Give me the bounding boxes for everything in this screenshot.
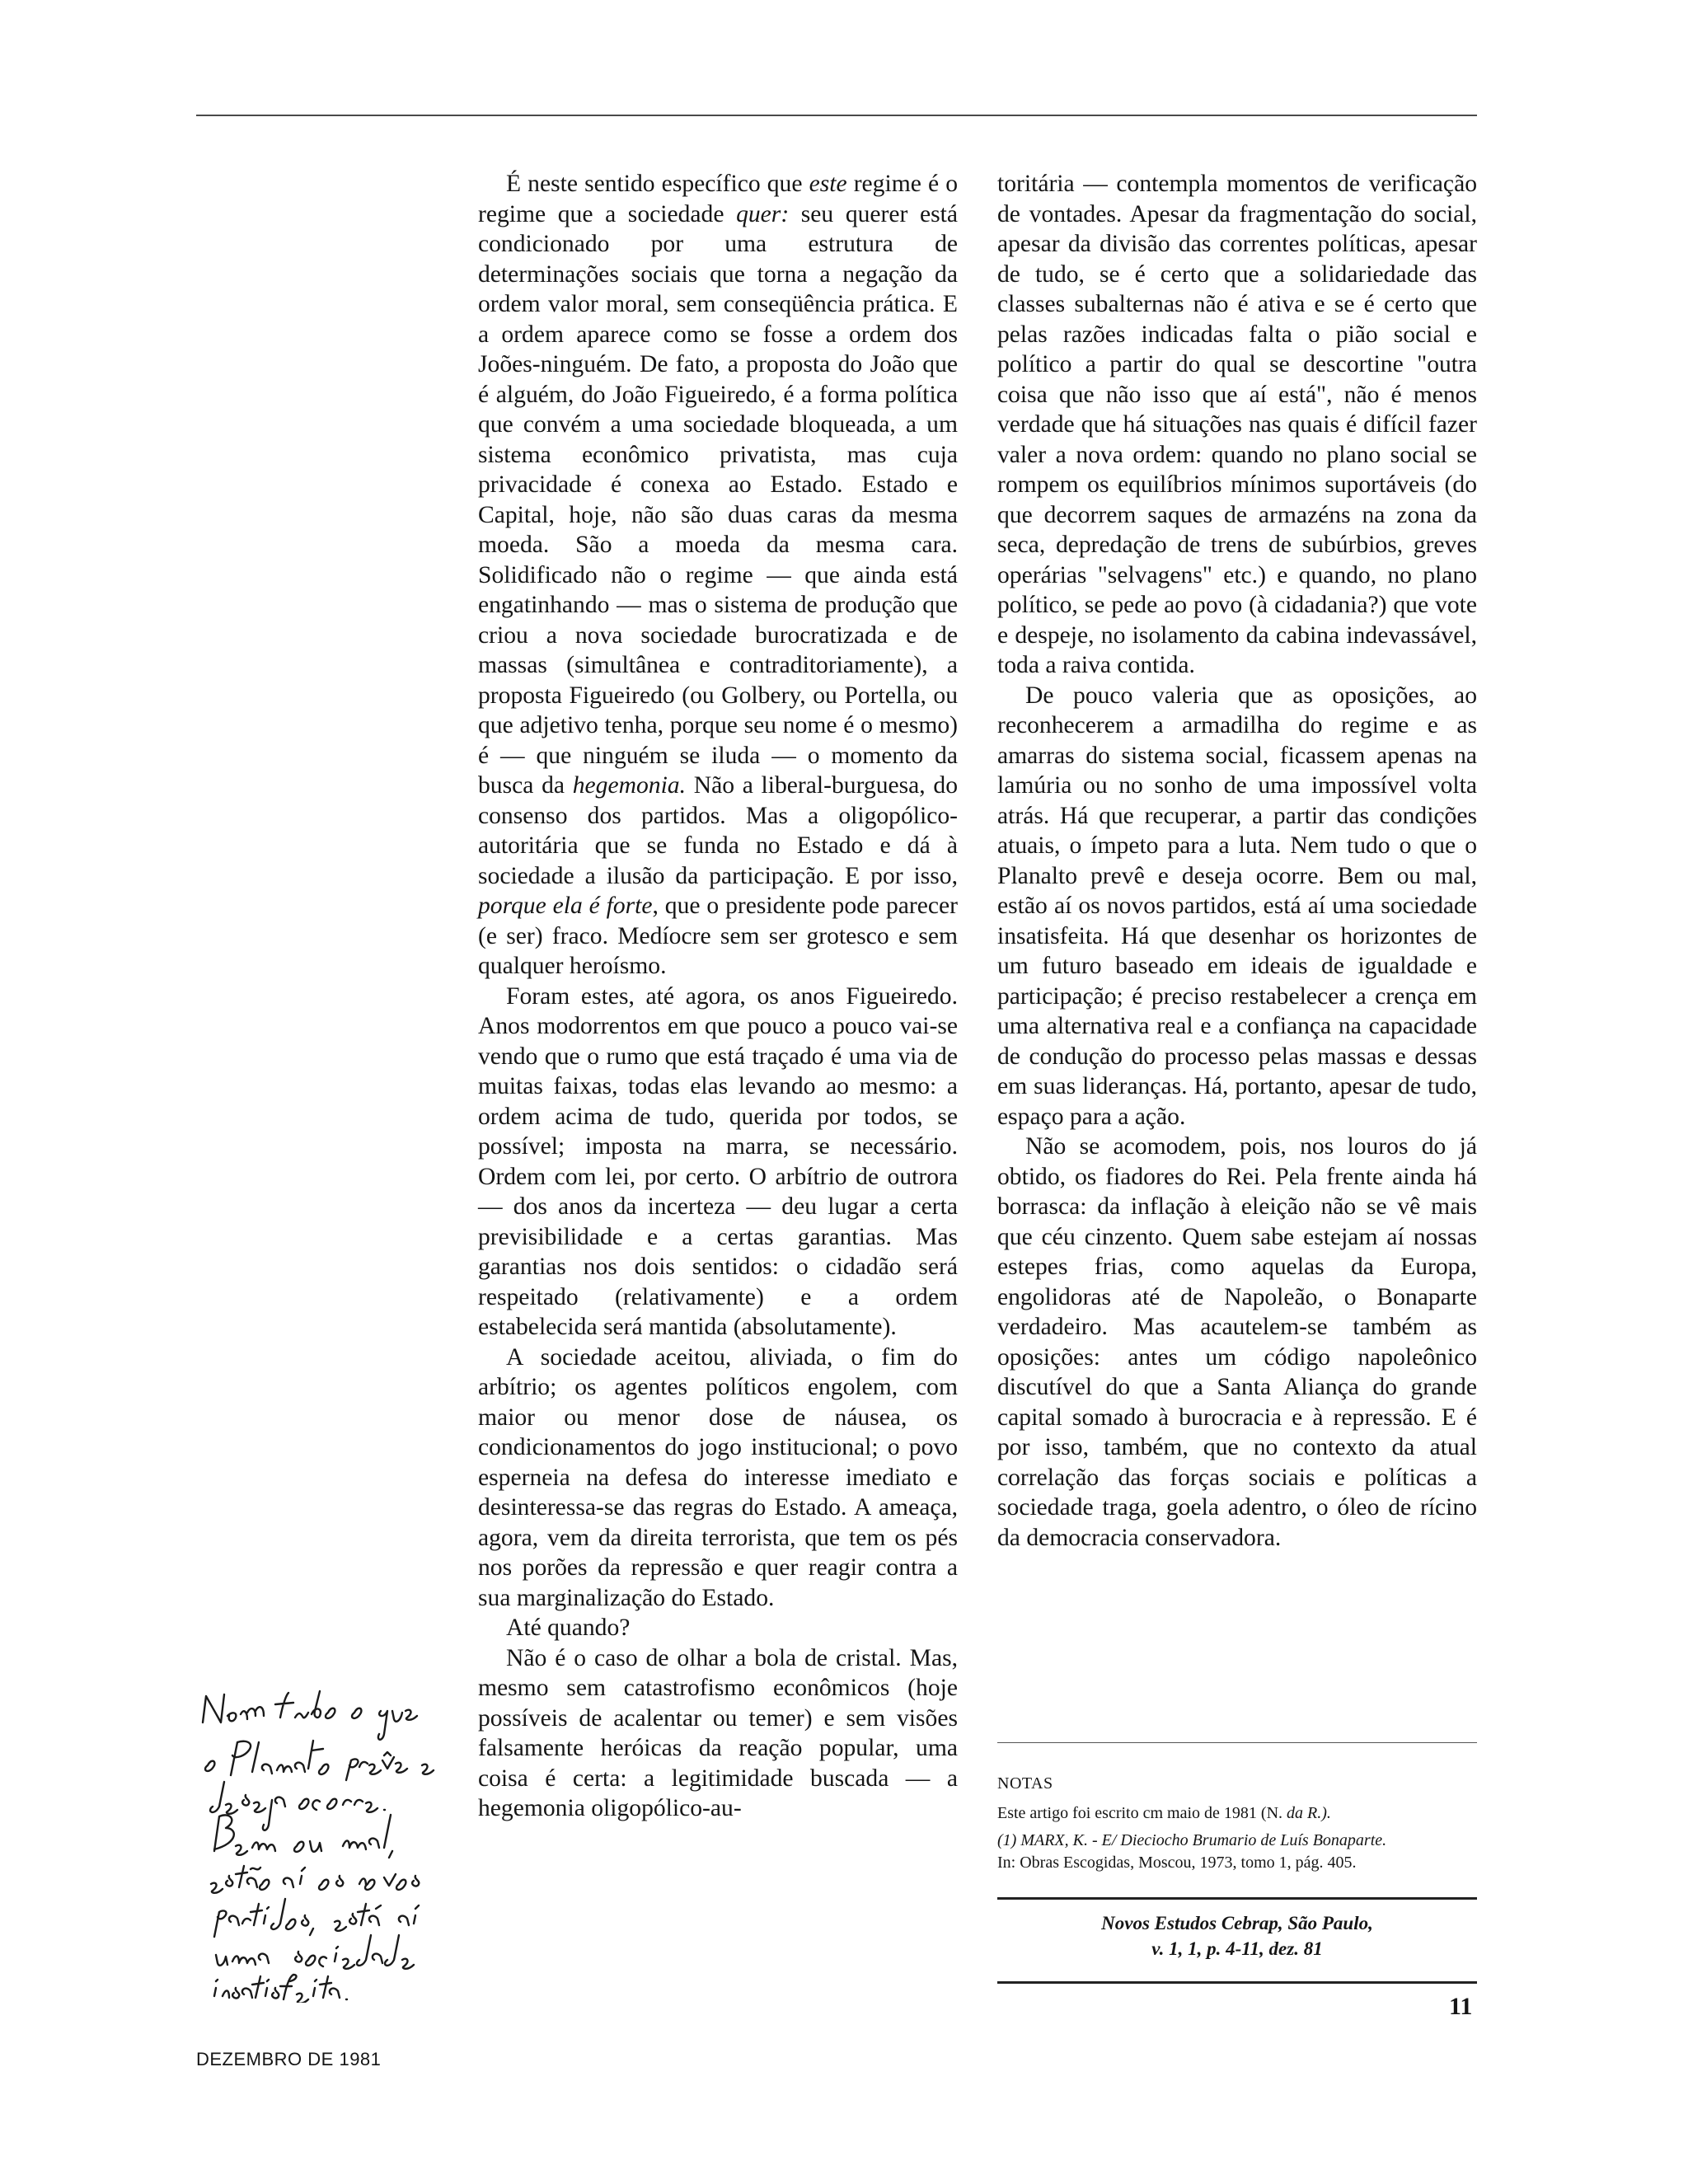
- paragraph-text: regime é o regime que a sociedade: [478, 171, 958, 227]
- paragraph-text: Não a liberal-burguesa, do consenso dos partidos. Mas a oligopólico-autoritária que se funda no Estado e dá à sociedade a ilusão da participação. E por isso,: [478, 772, 958, 889]
- article-paragraph: [997, 169, 1477, 681]
- note-1-text: Este artigo foi escrito cm maio de 1981 (N.: [997, 1804, 1287, 1822]
- paragraph-text: A sociedade aceitou, aliviada, o fim do arbítrio; os agentes políticos engolem, com maior ou menor dose de náusea, os condicionamentos do jogo institucional; o povo esperneia na defesa do interesse imediato e desinteressa-se das regras do Estado. A ameaça, agora, vem da direita terrorista, que tem os pés nos porões da repressão e quer reagir contra a sua marginalização do Estado.: [478, 1343, 958, 1611]
- paragraph-text: Até quando?: [506, 1615, 631, 1641]
- paragraph-text: , que o presidente pode parecer (e ser) fraco. Medíocre sem ser grotesco e sem qualquer heroísmo.: [478, 893, 958, 979]
- article-paragraph: [478, 1343, 958, 1614]
- note-2: [997, 1830, 1477, 1874]
- citation-line-2: v. 1, 1, p. 4-11, dez. 81: [1151, 1938, 1323, 1959]
- page-number: 11: [1449, 1993, 1473, 2020]
- header-rule: [196, 115, 1477, 116]
- emphasized-text: porque ela é forte: [478, 893, 653, 919]
- paragraph-text: Não se acomodem, pois, nos louros do já obtido, os fiadores do Rei. Pela frente ainda há borrasca: da inflação à eleição não se vê mais que céu cinzento. Quem sabe estejam aí nossas estepes frias, como aquelas da Europa, engolidoras até de Napoleão, o Bonaparte verdadeiro. Mas acautelem-se também as oposições: antes um código napoleônico discutível do que a Santa Aliança do grande capital somado à burocracia e à repressão. E é por isso, também, que no contexto da atual correlação das forças sociais e políticas a sociedade traga, goela adentro, o óleo de rícino da democracia conservadora.: [997, 1133, 1477, 1551]
- article-paragraph: [478, 982, 958, 1343]
- emphasized-text: este: [809, 171, 847, 197]
- emphasized-text: hegemonia.: [572, 772, 686, 799]
- handwriting-stroke: [203, 1694, 224, 1722]
- article-paragraph: [997, 681, 1477, 1132]
- paragraph-text: Não é o caso de olhar a bola de cristal. Mas, mesmo sem catastrofismo econômicos (hoje possíveis de acalentar ou temer) e sem visões falsamente heróicas da reação popular, uma coisa é certa: a legitimidade buscada — a hegemonia oligopólico-au-: [478, 1644, 958, 1821]
- citation-rule-top: [997, 1897, 1477, 1900]
- note-2-reference: (1) MARX, K. - E/ Dieciocho Brumario de Luís Bonaparte.: [997, 1831, 1387, 1849]
- emphasized-text: quer:: [736, 200, 790, 227]
- paragraph-text: De pouco valeria que as oposições, ao reconhecerem a armadilha do regime e as amarras do sistema social, ficassem apenas na lamúria ou no sonho de uma impossível volta atrás. Há que recuperar, a partir das condições atuais, o ímpeto para a luta. Nem tudo o que o Planalto prevê e deseja ocorre. Bem ou mal, estão aí os novos partidos, está aí uma sociedade insatisfeita. Há que desenhar os horizontes de um futuro baseado em ideais de igualdade e participação; é preciso restabelecer a crença em uma alternativa real e a confiança na capacidade de condução do processo pelas massas e dessas em suas lideranças. Há, portanto, apesar de tudo, espaço para a ação.: [997, 682, 1477, 1130]
- note-1: [997, 1802, 1477, 1825]
- notes-rule: [997, 1742, 1477, 1743]
- paragraph-text: seu querer está condicionado por uma estrutura de determinações sociais que torna a negação da ordem valor moral, sem conseqüência prática. E a ordem aparece como se fosse a ordem dos Joões-ninguém. De fato, a proposta do João que é alguém, do João Figueiredo, é a forma política que convém a uma sociedade bloqueada, a um sistema econômico privatista, mas cuja privacidade é conexa ao Estado. Estado e Capital, hoje, não são duas caras da mesma moeda. São a moeda da mesma cara. Solidificado não o regime — que ainda está engatinhando — mas o sistema de produção que criou a nova sociedade burocratizada e de massas (simultânea e contraditoriamente), a proposta Figueiredo (ou Golbery, ou Portella, ou que adjetivo tenha, porque seu nome é o mesmo) é — que ninguém se iluda — o momento da busca da: [478, 200, 958, 799]
- article-paragraph: [478, 1613, 958, 1643]
- paragraph-text: Foram estes, até agora, os anos Figueiredo. Anos modorrentos em que pouco a pouco vai-se vendo que o rumo que está traçado é uma via de muitas faixas, todas elas levando ao mesmo: a ordem acima de tudo, querida por todos, se possível; imposta na marra, se necessário. Ordem com lei, por certo. O arbítrio de outrora — dos anos da incerteza — deu lugar a certa previsibilidade e a certas garantias. Mas garantias nos dois sentidos: o cidadão será respeitado (relativamente) e a ordem estabelecida será mantida (absolutamente).: [478, 982, 958, 1340]
- article-paragraph: [478, 1643, 958, 1824]
- note-2-source: In: Obras Escogidas, Moscou, 1973, tomo 1, pág. 405.: [997, 1854, 1357, 1872]
- footer-date: DEZEMBRO DE 1981: [196, 2049, 382, 2069]
- article-paragraph: [478, 169, 958, 982]
- notes-heading: NOTAS: [997, 1774, 1053, 1793]
- citation: [997, 1910, 1477, 1961]
- note-1-emphasis: da R.).: [1287, 1804, 1331, 1822]
- article-column-right: [997, 169, 1477, 1553]
- notes-section: [997, 1773, 1477, 1879]
- citation-line-1: Novos Estudos Cebrap, São Paulo,: [1101, 1913, 1373, 1933]
- article-paragraph: [997, 1132, 1477, 1553]
- paragraph-text: toritária — contempla momentos de verificação de vontades. Apesar da fragmentação do social, apesar da divisão das correntes políticas, apesar de tudo, se é certo que a solidariedade das classes subalternas não é ativa e se é certo que pelas razões indicadas falta o pião social e político a partir do qual se descortine "outra coisa que não isso que aí está", não é menos verdade que há situações nas quais é difícil fazer valer a nova ordem: quando no plano social se rompem os equilíbrios mínimos suportáveis (do que decorrem saques de armazéns na zona da seca, depredação de trens de subúrbios, greves operárias "selvagens" etc.) e quando, no plano político, se pede ao povo (à cidadania?) que vote e despeje, no isolamento da cabina indevassável, toda a raiva contida.: [997, 171, 1477, 678]
- handwritten-margin-note: [198, 1690, 470, 2003]
- citation-rule-bottom: [997, 1981, 1477, 1984]
- paragraph-text: É neste sentido específico que: [506, 171, 809, 197]
- article-column-center: [478, 169, 958, 1824]
